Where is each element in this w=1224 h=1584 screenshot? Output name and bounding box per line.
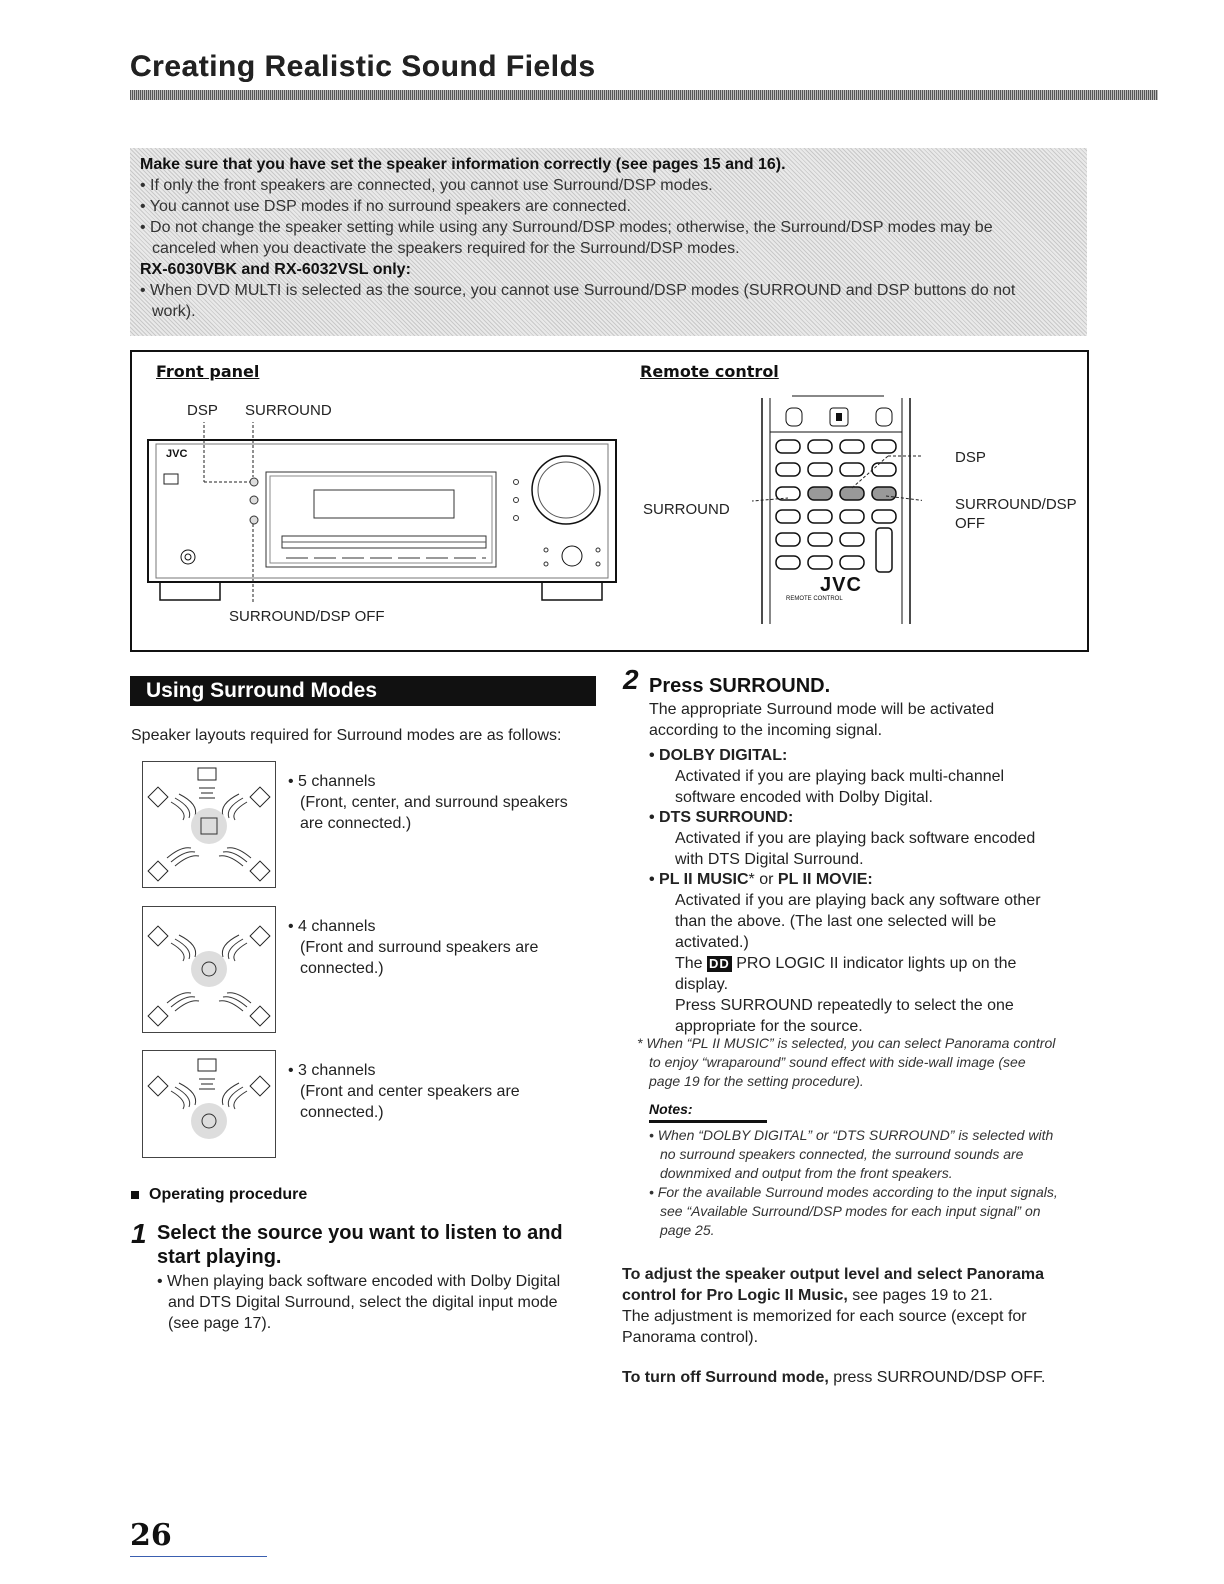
pl-text: Activated if you are playing back any software other <box>675 892 1041 909</box>
turn-off-text: press SURROUND/DSP OFF. <box>828 1369 1046 1386</box>
pl-text-2: than the above. (The last one selected will be <box>675 913 997 930</box>
pl-heading <box>649 869 873 890</box>
footnote-3: page 19 for the setting procedure). <box>649 1073 864 1089</box>
note-1-2: no surround speakers connected, the surround sounds are <box>660 1146 1024 1162</box>
pl-text-5: display. <box>675 976 729 993</box>
layout-channels-4: • 4 channels <box>288 918 376 935</box>
dolby-logo-icon: DD <box>709 956 730 971</box>
pl-asterisk: * <box>748 871 755 888</box>
remote-subtext: REMOTE CONTROL <box>786 596 843 602</box>
notice-bullet-cont: work). <box>152 303 196 320</box>
speaker-layout-3ch <box>142 1050 276 1158</box>
layout-desc-3b: connected.) <box>300 1104 384 1121</box>
front-panel-label: Front panel <box>156 362 260 381</box>
step-1-text-3: (see page 17). <box>168 1315 272 1332</box>
page-number: 26 <box>130 1518 172 1553</box>
dts-text: Activated if you are playing back software encoded <box>675 830 1036 847</box>
adjust-line <box>622 1285 993 1306</box>
step-1-title-2: start playing. <box>157 1246 282 1268</box>
layout-desc-3: (Front and center speakers are <box>300 1083 520 1100</box>
pl-text-6: Press SURROUND repeatedly to select the one <box>675 997 1014 1014</box>
intro-text: Speaker layouts required for Surround modes are as follows: <box>131 727 562 744</box>
dolby-text-2: software encoded with Dolby Digital. <box>675 789 933 806</box>
adjust-heading-2: control for Pro Logic II Music, <box>622 1287 848 1304</box>
step-2-title: Press SURROUND. <box>649 675 831 697</box>
adjust-pages: see pages 19 to 21. <box>847 1287 993 1304</box>
pl-music-label: • PL II MUSIC <box>649 871 749 888</box>
front-dsp-label: DSP <box>187 402 218 419</box>
front-brand-logo: JVC <box>166 448 188 460</box>
front-surround-label: SURROUND <box>245 402 332 419</box>
notice-bullet: • Do not change the speaker setting while using any Surround/DSP modes; otherwise, the Surround/DSP modes may be <box>140 219 993 236</box>
remote-off-label: SURROUND/DSP <box>955 496 1077 513</box>
turn-off-line <box>622 1367 1045 1388</box>
adjust-text: The adjustment is memorized for each source (except for <box>622 1308 1027 1325</box>
speaker-layout-5ch <box>142 761 276 888</box>
section-heading: Using Surround Modes <box>130 676 596 706</box>
remote-dsp-label: DSP <box>955 449 986 466</box>
panel-illustration <box>130 350 1089 652</box>
dolby-heading: • DOLBY DIGITAL: <box>649 747 788 764</box>
note-2-3: page 25. <box>660 1222 715 1238</box>
square-bullet-icon <box>131 1191 139 1199</box>
footnote-2: to enjoy “wraparound” sound effect with side-wall image (see <box>649 1054 1026 1070</box>
dolby-text: Activated if you are playing back multi-channel <box>675 768 1005 785</box>
speaker-layout-4ch <box>142 906 276 1033</box>
layout-desc-4b: connected.) <box>300 960 384 977</box>
step-1-text-2: and DTS Digital Surround, select the digital input mode <box>168 1294 558 1311</box>
pl-indicator-text <box>675 953 1016 974</box>
layout-desc-4: (Front and surround speakers are <box>300 939 539 956</box>
remote-off-label-2: OFF <box>955 515 985 532</box>
notes-rule <box>649 1120 767 1123</box>
footnote: * When “PL II MUSIC” is selected, you can select Panorama control <box>637 1035 1056 1051</box>
adjust-text-2: Panorama control). <box>622 1329 759 1346</box>
step-1-number: 1 <box>131 1218 147 1249</box>
adjust-heading: To adjust the speaker output level and select Panorama <box>622 1266 1045 1283</box>
note-1-3: downmixed and output from the front speakers. <box>660 1165 953 1181</box>
front-off-label: SURROUND/DSP OFF <box>229 608 385 625</box>
dts-text-2: with DTS Digital Surround. <box>675 851 864 868</box>
note-2-2: see “Available Surround/DSP modes for each input signal” on <box>660 1203 1041 1219</box>
layout-channels-3: • 3 channels <box>288 1062 376 1079</box>
step-2-text-2: according to the incoming signal. <box>649 722 883 739</box>
layout-desc-5b: are connected.) <box>300 815 412 832</box>
page-title: Creating Realistic Sound Fields <box>130 50 596 83</box>
remote-brand-logo: JVC <box>820 574 862 596</box>
remote-surround-label: SURROUND <box>643 501 730 518</box>
step-2-text: The appropriate Surround mode will be activated <box>649 701 995 718</box>
remote-control-label: Remote control <box>640 362 779 381</box>
pl-or: or <box>754 871 778 888</box>
page-number-rule <box>130 1556 267 1557</box>
title-rule <box>130 90 1158 100</box>
pl-text-7: appropriate for the source. <box>675 1018 863 1035</box>
turn-off-heading: To turn off Surround mode, <box>622 1369 829 1386</box>
pl-text-3: activated.) <box>675 934 749 951</box>
pl-indicator-pre: The <box>675 955 708 972</box>
note-2: • For the available Surround modes according to the input signals, <box>649 1184 1058 1200</box>
pl-indicator-post: PRO LOGIC II indicator lights up on the <box>731 955 1017 972</box>
notice-bullet: • If only the front speakers are connected, you cannot use Surround/DSP modes. <box>140 177 713 194</box>
dts-heading: • DTS SURROUND: <box>649 809 794 826</box>
notice-bullet: • You cannot use DSP modes if no surround speakers are connected. <box>140 198 631 215</box>
notice-bullet-cont: canceled when you deactivate the speakers required for the Surround/DSP modes. <box>152 240 740 257</box>
notice-model-heading: RX-6030VBK and RX-6032VSL only: <box>140 261 411 278</box>
notice-heading: Make sure that you have set the speaker information correctly (see pages 15 and 16). <box>140 156 786 173</box>
notice-bullet: • When DVD MULTI is selected as the source, you cannot use Surround/DSP modes (SURROUND and DSP buttons do not <box>140 282 1016 299</box>
pl-movie-label: PL II MOVIE: <box>777 871 873 888</box>
procedure-heading: Operating procedure <box>149 1186 308 1203</box>
step-1-title: Select the source you want to listen to and <box>157 1222 563 1244</box>
step-2-number: 2 <box>623 664 639 695</box>
layout-channels-5: • 5 channels <box>288 773 376 790</box>
notice-box <box>130 148 1087 336</box>
receiver-drawing <box>146 422 626 612</box>
note-1: • When “DOLBY DIGITAL” or “DTS SURROUND” is selected with <box>649 1127 1054 1143</box>
step-1-text: • When playing back software encoded with Dolby Digital <box>157 1273 561 1290</box>
layout-desc-5: (Front, center, and surround speakers <box>300 794 568 811</box>
notes-heading: Notes: <box>649 1101 693 1117</box>
